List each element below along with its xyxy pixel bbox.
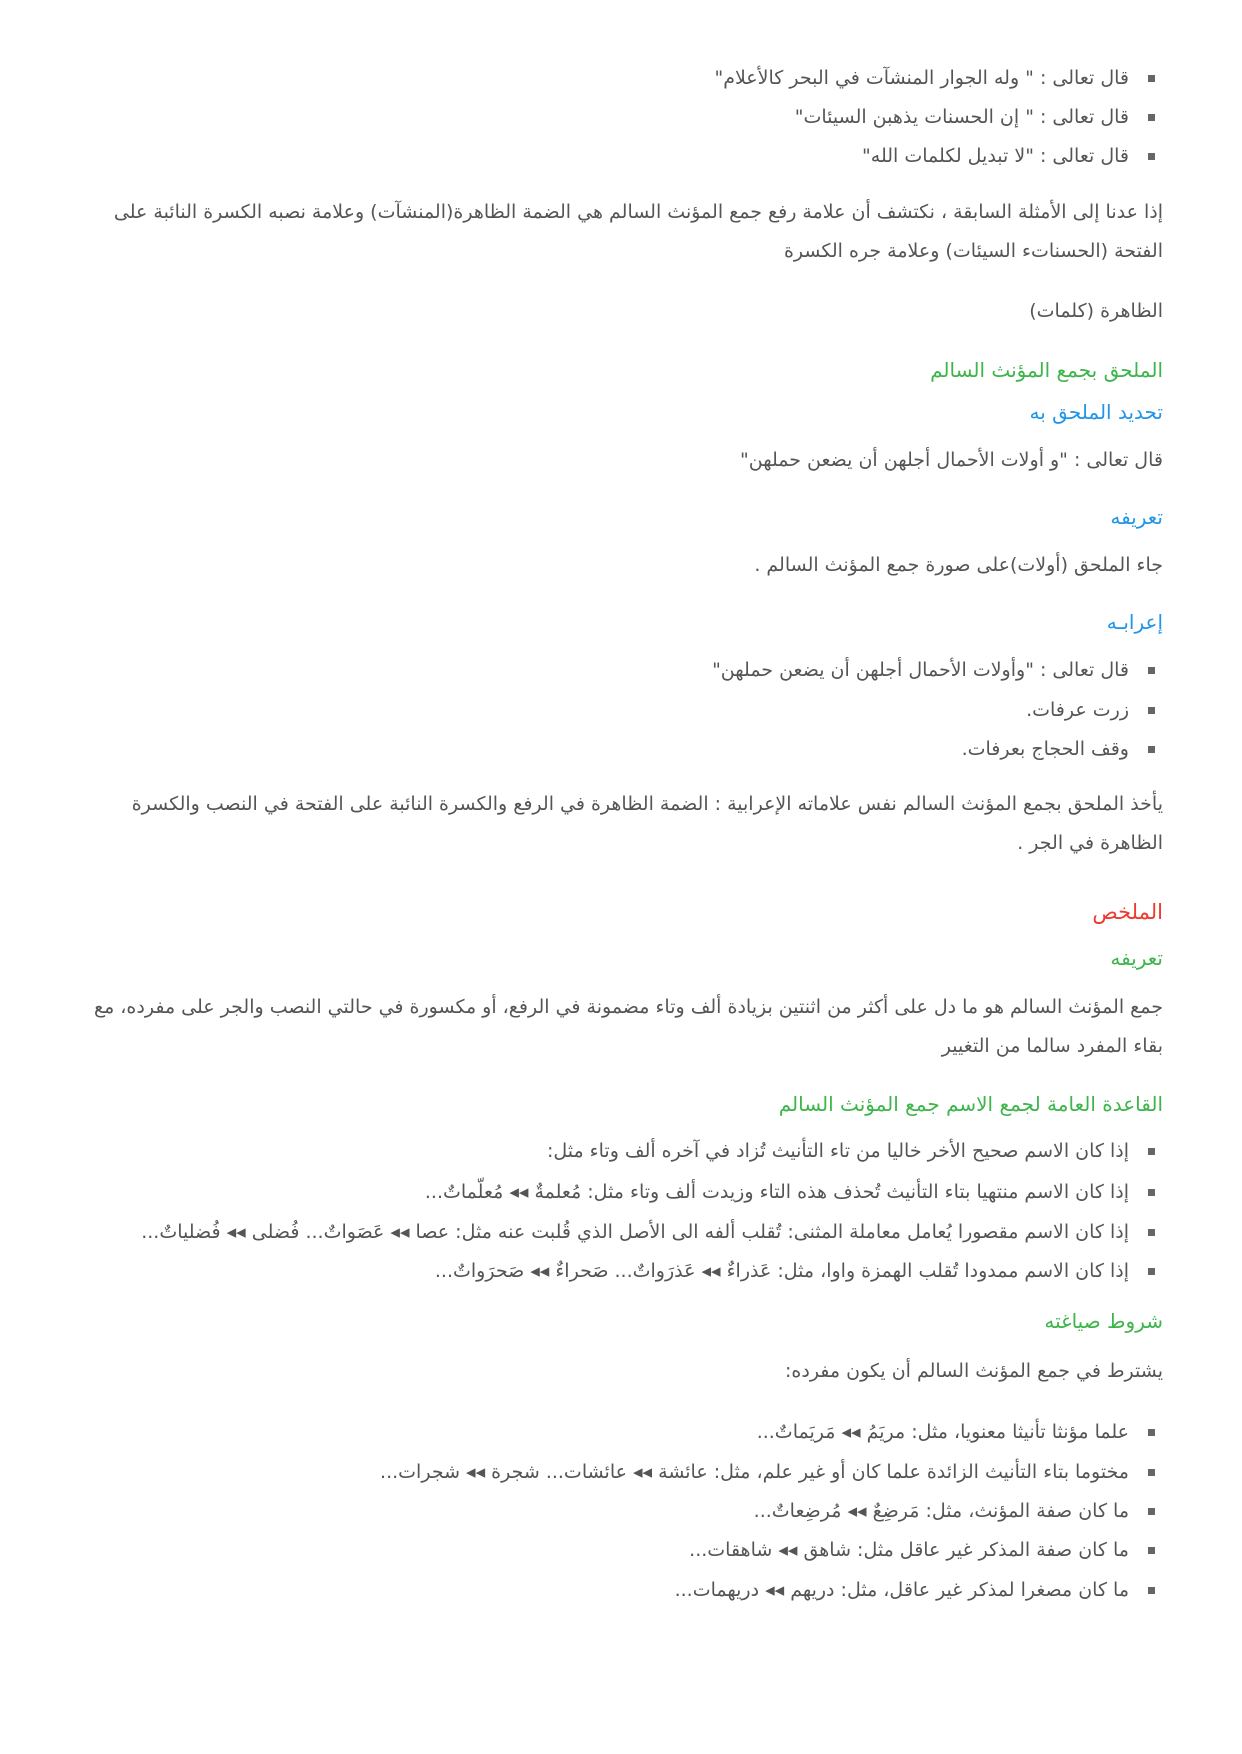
section-heading: الملحق بجمع المؤنث السالم bbox=[930, 358, 1163, 382]
bullet-icon bbox=[1148, 1469, 1155, 1476]
intro-note: الظاهرة (كلمات) bbox=[1029, 300, 1163, 322]
list-item: علما مؤنثا تأنيثا معنويا، مثل: مريَمُ ◂◂ مَريَماتٌ... bbox=[757, 1418, 1163, 1446]
bullet-icon bbox=[1148, 1547, 1155, 1554]
summary-definition: جمع المؤنث السالم هو ما دل على أكثر من اثنتين بزيادة ألف وتاء مضمونة في الرفع، أو مكسورة في حالتي النصب والجر على مفرده، مع بقاء المفرد سالما من التغيير bbox=[93, 996, 1163, 1057]
conditions-intro: يشترط في جمع المؤنث السالم أن يكون مفرده: bbox=[785, 1360, 1163, 1382]
list-item: إذا كان الاسم ممدودا تُقلب الهمزة واوا، مثل: عَذراءٌ ◂◂ عَذرَواتٌ... صَحراءٌ ◂◂ صَحرَواتٌ... bbox=[435, 1257, 1163, 1285]
bullet-icon bbox=[1148, 1148, 1155, 1155]
bullet-icon bbox=[1148, 1268, 1155, 1275]
bullet-icon bbox=[1148, 667, 1155, 674]
subheading: تعريفه bbox=[1110, 946, 1163, 970]
bullet-icon bbox=[1148, 75, 1155, 82]
definition-text: جاء الملحق (أولات)على صورة جمع المؤنث السالم . bbox=[754, 554, 1163, 576]
bullet-icon bbox=[1148, 1587, 1155, 1594]
list-item: إذا كان الاسم مقصورا يُعامل معاملة المثنى: تُقلب ألفه الى الأصل الذي قُلبت عنه مثل: عصا ◂◂ عَصَواتٌ... فُضلى ◂◂ فُضلياتٌ... bbox=[141, 1218, 1163, 1246]
subheading: تعريفه bbox=[1110, 505, 1163, 529]
subheading: تحديد الملحق به bbox=[1029, 400, 1163, 424]
list-item: مختوما بتاء التأنيث الزائدة علما كان أو غير علم، مثل: عائشة ◂◂ عائشات... شجرة ◂◂ شجرات... bbox=[380, 1458, 1163, 1486]
bullet-icon bbox=[1148, 1229, 1155, 1236]
list-item: إذا كان الاسم منتهيا بتاء التأنيث تُحذف هذه التاء وزيدت ألف وتاء مثل: مُعلمةٌ ◂◂ مُعلّماتٌ... bbox=[425, 1178, 1163, 1206]
subheading: إعرابـه bbox=[1106, 610, 1163, 634]
list-item: قال تعالى : "لا تبديل لكلمات الله" bbox=[862, 142, 1163, 170]
list-item: وقف الحجاج بعرفات. bbox=[962, 735, 1163, 763]
subheading: القاعدة العامة لجمع الاسم جمع المؤنث السالم bbox=[778, 1092, 1163, 1116]
bullet-icon bbox=[1148, 707, 1155, 714]
bullet-icon bbox=[1148, 1429, 1155, 1436]
list-item: زرت عرفات. bbox=[1026, 696, 1163, 724]
bullet-icon bbox=[1148, 1189, 1155, 1196]
list-item: قال تعالى : " وله الجوار المنشآت في البحر كالأعلام" bbox=[714, 64, 1163, 92]
irab-paragraph: يأخذ الملحق بجمع المؤنث السالم نفس علاماته الإعرابية : الضمة الظاهرة في الرفع والكسرة النائبة على الفتحة في النصب والكسرة الظاهرة في الجر . bbox=[131, 793, 1163, 854]
list-item: ما كان صفة المؤنث، مثل: مَرضِعٌ ◂◂ مُرضِعاتٌ... bbox=[754, 1497, 1163, 1525]
list-item: ما كان مصغرا لمذكر غير عاقل، مثل: دريهم ◂◂ دريهمات... bbox=[675, 1576, 1163, 1604]
summary-heading: الملخص bbox=[1092, 900, 1163, 924]
list-item: قال تعالى : "وأولات الأحمال أجلهن أن يضعن حملهن" bbox=[712, 656, 1163, 684]
bullet-icon bbox=[1148, 746, 1155, 753]
list-item: ما كان صفة المذكر غير عاقل مثل: شاهق ◂◂ شاهقات... bbox=[689, 1536, 1163, 1564]
list-item: قال تعالى : " إن الحسنات يذهبن السيئات" bbox=[795, 103, 1163, 131]
list-item: إذا كان الاسم صحيح الأخر خاليا من تاء التأنيث تُزاد في آخره ألف وتاء مثل: bbox=[547, 1137, 1163, 1165]
bullet-icon bbox=[1148, 1508, 1155, 1515]
intro-paragraph: إذا عدنا إلى الأمثلة السابقة ، نكتشف أن علامة رفع جمع المؤنث السالم هي الضمة الظاهرة(المنشآت) وعلامة نصبه الكسرة النائبة على الفتحة (الحسناتء السيئات) وعلامة جره الكسرة bbox=[113, 201, 1163, 262]
bullet-icon bbox=[1148, 153, 1155, 160]
subheading: شروط صياغته bbox=[1044, 1309, 1163, 1333]
bullet-icon bbox=[1148, 114, 1155, 121]
example-text: قال تعالى : "و أولات الأحمال أجلهن أن يضعن حملهن" bbox=[740, 449, 1163, 471]
